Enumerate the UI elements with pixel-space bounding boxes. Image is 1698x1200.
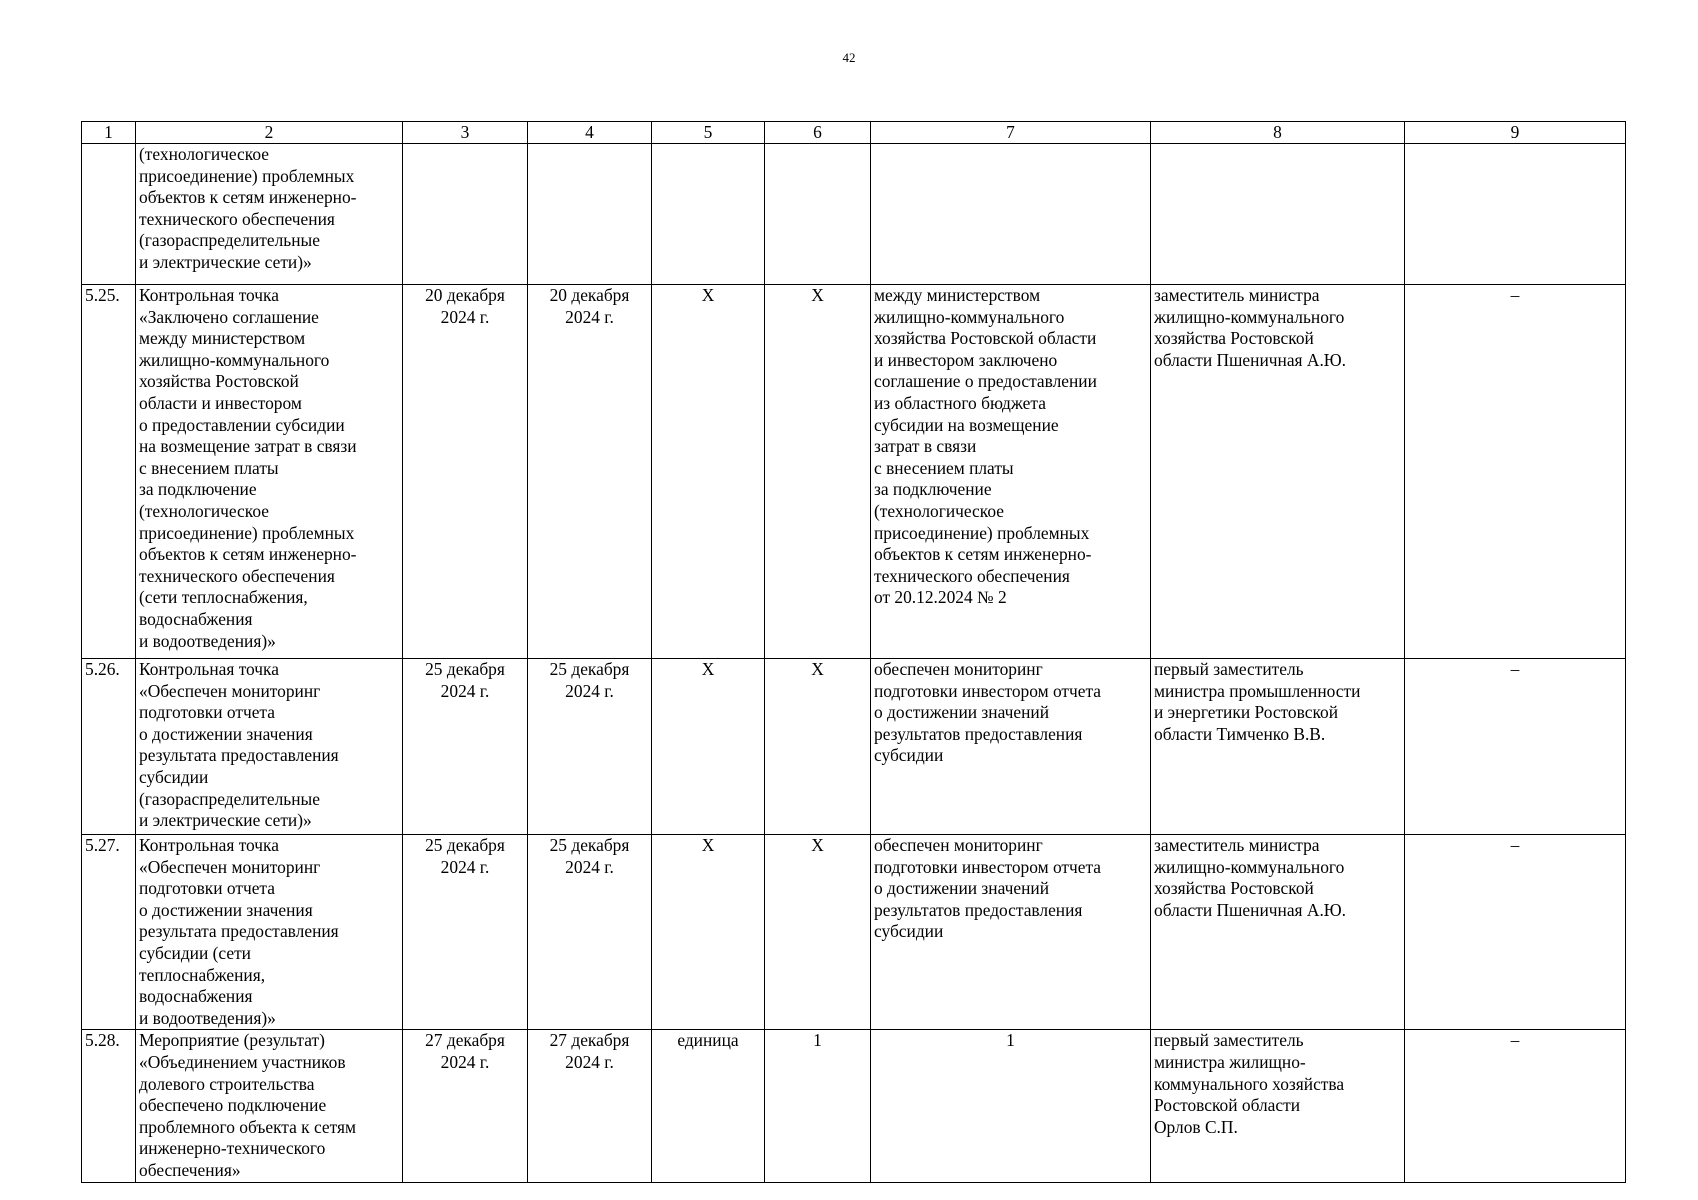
row-plan-value: Х xyxy=(765,835,871,1030)
row-note: – xyxy=(1405,1030,1626,1182)
row-name: Контрольная точка «Заключено соглашение между министерством жилищно-коммунального хозяйства Ростовской области и инвестором о предоставлении субсидии на возмещение затрат в связи с внесением платы за подключение (технологическое присоединение) проблемных объектов к сетям инженерно- технического обеспечения (сети теплоснабжения, водоснабжения и водоотведения)» xyxy=(136,285,403,659)
row-note xyxy=(1405,144,1626,285)
row-fact: обеспечен мониторинг подготовки инвестором отчета о достижении значений результатов предоставления субсидии xyxy=(871,835,1151,1030)
row-unit: Х xyxy=(652,835,765,1030)
row-name: Контрольная точка «Обеспечен мониторинг подготовки отчета о достижении значения результата предоставления субсидии (газораспределительные и электрические сети)» xyxy=(136,659,403,835)
row-start-date xyxy=(403,144,528,285)
row-number: 5.27. xyxy=(82,835,136,1030)
row-fact: между министерством жилищно-коммунального хозяйства Ростовской области и инвестором заключено соглашение о предоставлении из областного бюджета субсидии на возмещение затрат в связи с внесением платы за подключение (технологическое присоединение) проблемных объектов к сетям инженерно- технического обеспечения от 20.12.2024 № 2 xyxy=(871,285,1151,659)
table-header-row xyxy=(82,122,1626,144)
row-responsible: первый заместитель министра жилищно- коммунального хозяйства Ростовской области Орлов С.П. xyxy=(1151,1030,1405,1182)
column-header: 6 xyxy=(765,122,871,144)
table-row xyxy=(82,285,1626,659)
column-header: 5 xyxy=(652,122,765,144)
row-start-date: 25 декабря 2024 г. xyxy=(403,835,528,1030)
row-end-date xyxy=(528,144,652,285)
row-name: Мероприятие (результат) «Объединением участников долевого строительства обеспечено подключение проблемного объекта к сетям инженерно-технического обеспечения» xyxy=(136,1030,403,1182)
row-end-date: 20 декабря 2024 г. xyxy=(528,285,652,659)
column-header: 9 xyxy=(1405,122,1626,144)
row-end-date: 27 декабря 2024 г. xyxy=(528,1030,652,1182)
column-header: 1 xyxy=(82,122,136,144)
column-header: 3 xyxy=(403,122,528,144)
row-name: (технологическое присоединение) проблемных объектов к сетям инженерно- технического обеспечения (газораспределительные и электрические сети)» xyxy=(136,144,403,285)
row-plan-value: 1 xyxy=(765,1030,871,1182)
row-number xyxy=(82,144,136,285)
row-note: – xyxy=(1405,835,1626,1030)
row-number: 5.26. xyxy=(82,659,136,835)
plan-table xyxy=(81,121,1626,1183)
row-number: 5.28. xyxy=(82,1030,136,1182)
table-row xyxy=(82,835,1626,1030)
row-unit: Х xyxy=(652,659,765,835)
row-responsible: первый заместитель министра промышленности и энергетики Ростовской области Тимченко В.В. xyxy=(1151,659,1405,835)
table-row xyxy=(82,144,1626,285)
table-row xyxy=(82,659,1626,835)
column-header: 8 xyxy=(1151,122,1405,144)
column-header: 4 xyxy=(528,122,652,144)
row-plan-value: Х xyxy=(765,659,871,835)
row-number: 5.25. xyxy=(82,285,136,659)
row-note: – xyxy=(1405,659,1626,835)
row-name: Контрольная точка «Обеспечен мониторинг подготовки отчета о достижении значения результата предоставления субсидии (сети теплоснабжения, водоснабжения и водоотведения)» xyxy=(136,835,403,1030)
row-start-date: 25 декабря 2024 г. xyxy=(403,659,528,835)
row-start-date: 27 декабря 2024 г. xyxy=(403,1030,528,1182)
row-end-date: 25 декабря 2024 г. xyxy=(528,659,652,835)
row-fact: 1 xyxy=(871,1030,1151,1182)
row-fact xyxy=(871,144,1151,285)
page-number: 42 xyxy=(842,50,856,65)
column-header: 7 xyxy=(871,122,1151,144)
row-fact: обеспечен мониторинг подготовки инвестором отчета о достижении значений результатов предоставления субсидии xyxy=(871,659,1151,835)
row-unit: Х xyxy=(652,285,765,659)
row-unit xyxy=(652,144,765,285)
row-unit: единица xyxy=(652,1030,765,1182)
table-row xyxy=(82,1030,1626,1182)
column-header: 2 xyxy=(136,122,403,144)
row-end-date: 25 декабря 2024 г. xyxy=(528,835,652,1030)
row-responsible: заместитель министра жилищно-коммунального хозяйства Ростовской области Пшеничная А.Ю. xyxy=(1151,285,1405,659)
row-responsible xyxy=(1151,144,1405,285)
row-note: – xyxy=(1405,285,1626,659)
row-responsible: заместитель министра жилищно-коммунального хозяйства Ростовской области Пшеничная А.Ю. xyxy=(1151,835,1405,1030)
row-start-date: 20 декабря 2024 г. xyxy=(403,285,528,659)
row-plan-value xyxy=(765,144,871,285)
row-plan-value: Х xyxy=(765,285,871,659)
